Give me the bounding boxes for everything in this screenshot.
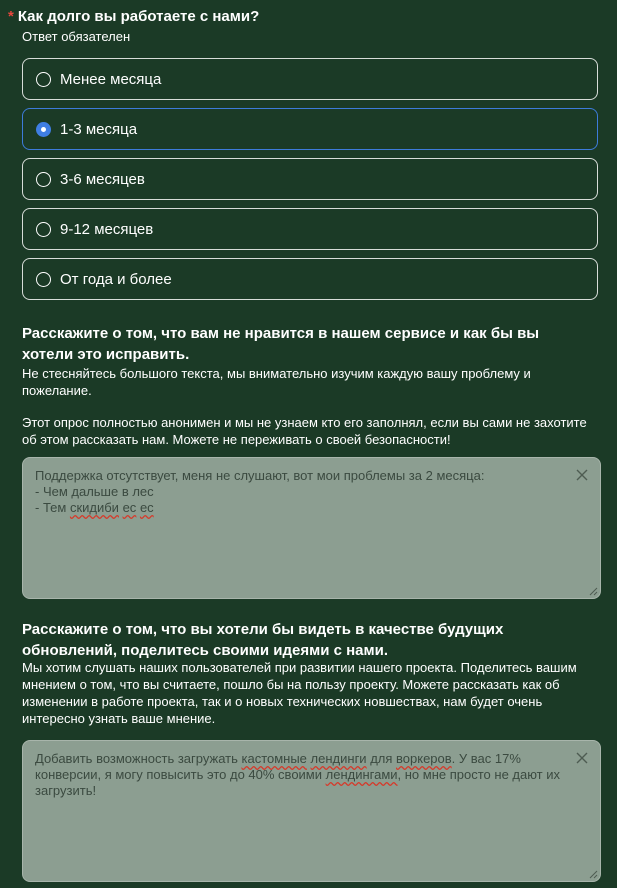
radio-button[interactable] xyxy=(36,172,51,187)
required-note: Ответ обязателен xyxy=(22,29,131,44)
question-title: * Как долго вы работаете с нами? xyxy=(8,8,260,25)
misspelled-word: воркеров xyxy=(396,751,452,766)
answer-textarea[interactable]: Поддержка отсутствует, меня не слушают, вот мои проблемы за 2 месяца: - Чем дальше в лес - Тем скидиби ес ес xyxy=(22,457,601,599)
radio-button[interactable] xyxy=(36,222,51,237)
misspelled-word: кастомные xyxy=(241,751,307,766)
misspelled-word: ес xyxy=(122,500,137,515)
misspelled-word: лендинги xyxy=(310,751,367,766)
close-icon[interactable] xyxy=(576,469,588,481)
radio-button-checked[interactable] xyxy=(36,122,51,137)
option-label: 1-3 месяца xyxy=(60,120,138,138)
question-description: Не стесняйтесь большого текста, мы внимательно изучим каждую вашу проблему и пожелание. xyxy=(22,366,531,398)
close-icon[interactable] xyxy=(576,752,588,764)
option-label: 3-6 месяцев xyxy=(60,170,145,188)
question-description: Мы хотим слушать наших пользователей при развитии нашего проекта. Поделитесь вашим мнением о том, что вы считаете, пошло бы на пользу проекту. Можете рассказать как об изменении в работе проекта, так и о новых технических новшествах, нам будет очень интересно узнать ваше мнение. xyxy=(22,660,577,726)
option-label: Менее месяца xyxy=(60,70,162,88)
misspelled-word: ес xyxy=(139,500,154,515)
question-note: Этот опрос полностью анонимен и мы не узнаем кто его заполнял, если вы сами не захотите об этом рассказать нам. Можете не переживать о своей безопасности! xyxy=(22,415,587,447)
question-title: Расскажите о том, что вы хотели бы видеть в качестве будущих обновлений, поделитесь своими идеями с нами. xyxy=(22,621,504,659)
radio-button[interactable] xyxy=(36,272,51,287)
resize-handle-icon[interactable] xyxy=(588,869,598,879)
option-1-3-months[interactable] xyxy=(22,108,598,150)
required-star: * xyxy=(8,8,14,25)
misspelled-word: лендингами xyxy=(325,767,398,782)
question-title: Расскажите о том, что вам не нравится в нашем сервисе и как бы вы хотели это исправить. xyxy=(22,325,540,363)
resize-handle-icon[interactable] xyxy=(588,586,598,596)
radio-button[interactable] xyxy=(36,72,51,87)
option-3-6-months[interactable] xyxy=(22,158,598,200)
option-year-or-more[interactable] xyxy=(22,258,598,300)
option-label: 9-12 месяцев xyxy=(60,220,154,238)
option-label: От года и более xyxy=(60,270,172,288)
option-9-12-months[interactable] xyxy=(22,208,598,250)
option-less-than-month[interactable] xyxy=(22,58,598,100)
answer-textarea[interactable]: Добавить возможность загружать кастомные лендинги для воркеров. У вас 17% конверсии, я могу повысить это до 40% своими лендингами, но мне просто не дают их загрузить! xyxy=(22,740,601,882)
misspelled-word: скидиби xyxy=(69,500,119,515)
